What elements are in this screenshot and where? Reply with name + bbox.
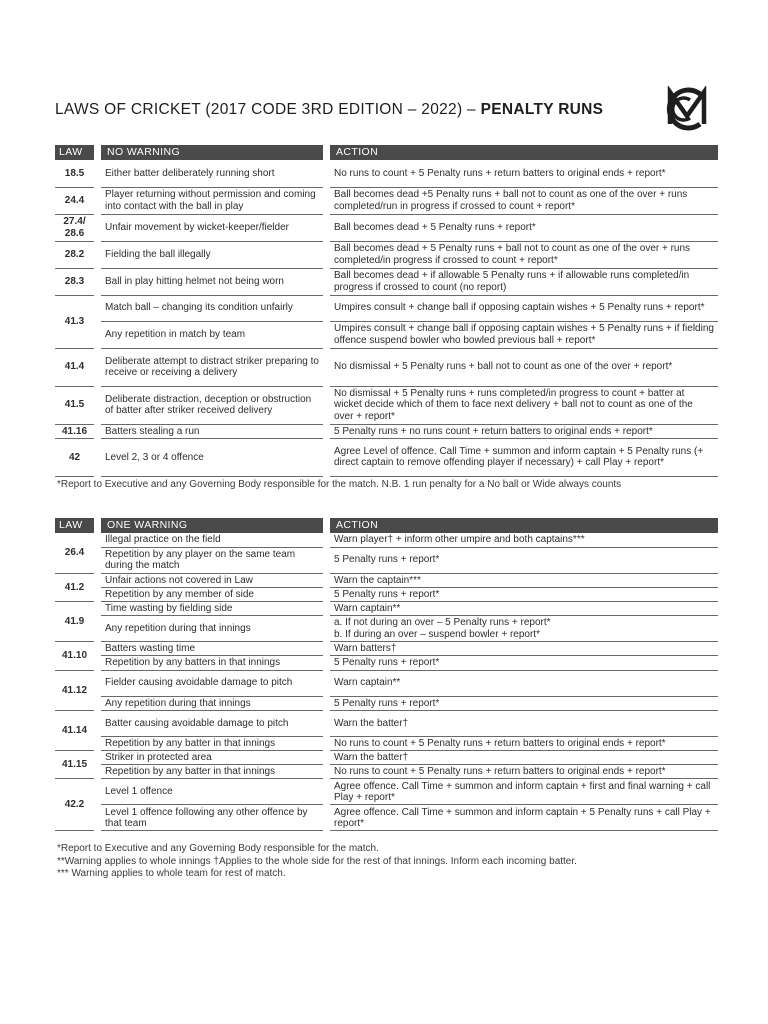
law-number: 41.3 <box>55 295 94 348</box>
table-row <box>55 321 718 348</box>
law-number: 42.2 <box>55 779 94 831</box>
table-row <box>55 386 718 424</box>
one-warning-header: ONE WARNING <box>101 518 323 533</box>
no-warning-header: NO WARNING <box>101 145 323 160</box>
page-title-emphasis: PENALTY RUNS <box>480 101 604 118</box>
offence-description: Time wasting by fielding side <box>101 601 323 615</box>
offence-action: Umpires consult + change ball if opposing captain wishes + 5 Penalty runs + if fielding offence suspend bowler who bowled previous ball + report* <box>330 321 718 348</box>
offence-action: No dismissal + 5 Penalty runs + ball not to count as one of the over + report* <box>330 348 718 386</box>
table-row <box>55 348 718 386</box>
offence-action: Agree offence. Call Time + summon and inform captain + first and final warning + call Play + report* <box>330 779 718 805</box>
action-option-a: a. If not during an over – 5 Penalty runs + report* <box>334 617 551 629</box>
offence-action: No dismissal + 5 Penalty runs + runs completed/in progress to count + batter at wicket decide which of them to face next delivery + ball not to count as one of the over + report* <box>330 386 718 424</box>
offence-action: 5 Penalty runs + no runs count + return batters to original ends + report* <box>330 424 718 438</box>
mcc-monogram-icon <box>660 86 714 132</box>
law-number: 42 <box>55 438 94 476</box>
table-row <box>55 587 718 601</box>
offence-action: Warn the batter† <box>330 710 718 736</box>
offence-action: Warn the captain*** <box>330 573 718 587</box>
offence-description: Repetition by any batter in that innings <box>101 765 323 779</box>
offence-action: 5 Penalty runs + report* <box>330 696 718 710</box>
offence-description: Unfair actions not covered in Law <box>101 573 323 587</box>
law-number: 41.10 <box>55 642 94 670</box>
table-row <box>55 424 718 438</box>
offence-action: Warn captain** <box>330 601 718 615</box>
table-row <box>55 779 718 805</box>
action-header: ACTION <box>330 145 718 160</box>
action-option-b: b. If during an over – suspend bowler + report* <box>334 628 540 640</box>
offence-action <box>330 616 718 642</box>
law-number: 41.5 <box>55 386 94 424</box>
offence-description: Repetition by any member of side <box>101 587 323 601</box>
offence-description: Ball in play hitting helmet not being worn <box>101 268 323 295</box>
table-row <box>55 438 718 476</box>
offence-description: Any repetition in match by team <box>101 321 323 348</box>
offence-action: Warn the batter† <box>330 750 718 764</box>
offence-action: Agree Level of offence. Call Time + summon and inform captain + 5 Penalty runs (+ direct captain to remove offending player if necessary) + call Play + report* <box>330 438 718 476</box>
offence-description: Level 2, 3 or 4 offence <box>101 438 323 476</box>
offence-description: Repetition by any player on the same team during the match <box>101 547 323 573</box>
table-row <box>55 295 718 321</box>
offence-description: Repetition by any batter in that innings <box>101 736 323 750</box>
law-number: 41.4 <box>55 348 94 386</box>
footnote-report: *Report to Executive and any Governing Body responsible for the match. <box>57 843 379 854</box>
no-warning-table <box>55 145 718 477</box>
table2-footnotes <box>57 843 697 881</box>
law-number: 28.2 <box>55 241 94 268</box>
table-row <box>55 670 718 696</box>
footnote-warning-innings: **Warning applies to whole innings †Applies to the whole side for the rest of that innings. Inform each incoming batter. <box>57 855 577 867</box>
offence-description: Fielding the ball illegally <box>101 241 323 268</box>
law-number: 41.2 <box>55 573 94 601</box>
offence-description: Any repetition during that innings <box>101 696 323 710</box>
table-row <box>55 710 718 736</box>
table-row <box>55 656 718 670</box>
table-row <box>55 696 718 710</box>
table-row <box>55 573 718 587</box>
offence-description: Any repetition during that innings <box>101 616 323 642</box>
offence-description: Deliberate distraction, deception or obstruction of batter after striker received delivery <box>101 386 323 424</box>
offence-description: Either batter deliberately running short <box>101 160 323 187</box>
offence-description: Batter causing avoidable damage to pitch <box>101 710 323 736</box>
offence-action: Warn captain** <box>330 670 718 696</box>
table-row <box>55 533 718 547</box>
offence-action: Ball becomes dead + 5 Penalty runs + ball not to count as one of the over + runs completed/in progress if crossed to count + report* <box>330 241 718 268</box>
table-row <box>55 214 718 241</box>
offence-action: 5 Penalty runs + report* <box>330 587 718 601</box>
table-row <box>55 805 718 831</box>
offence-description: Unfair movement by wicket-keeper/fielder <box>101 214 323 241</box>
law-number: 41.9 <box>55 601 94 641</box>
offence-description: Batters stealing a run <box>101 424 323 438</box>
law-number: 41.14 <box>55 710 94 750</box>
offence-description: Level 1 offence <box>101 779 323 805</box>
offence-action: Ball becomes dead + if allowable 5 Penalty runs + if allowable runs completed/in progress if crossed to count (no report) <box>330 268 718 295</box>
table-row <box>55 187 718 214</box>
page-title-main: LAWS OF CRICKET (2017 CODE 3RD EDITION – 2022) – <box>55 101 481 118</box>
offence-action: Ball becomes dead + 5 Penalty runs + report* <box>330 214 718 241</box>
law-number: 24.4 <box>55 187 94 214</box>
offence-description: Match ball – changing its condition unfairly <box>101 295 323 321</box>
offence-description: Repetition by any batters in that innings <box>101 656 323 670</box>
offence-action: 5 Penalty runs + report* <box>330 656 718 670</box>
table-row <box>55 241 718 268</box>
law-number: 27.4/ 28.6 <box>55 214 94 241</box>
offence-action: No runs to count + 5 Penalty runs + return batters to original ends + report* <box>330 765 718 779</box>
table-row <box>55 601 718 615</box>
offence-action: Agree offence. Call Time + summon and inform captain + 5 Penalty runs + call Play + report* <box>330 805 718 831</box>
footnote-warning-team: *** Warning applies to whole team for rest of match. <box>57 868 286 879</box>
table1-footnote: *Report to Executive and any Governing Body responsible for the match. N.B. 1 run penalty for a No ball or Wide always counts <box>57 479 622 490</box>
law-header: LAW <box>55 518 94 533</box>
page-title <box>55 101 603 119</box>
offence-action: Ball becomes dead +5 Penalty runs + ball not to count as one of the over + runs completed/run in progress if crossed to count + report* <box>330 187 718 214</box>
offence-action: No runs to count + 5 Penalty runs + return batters to original ends + report* <box>330 736 718 750</box>
offence-action: No runs to count + 5 Penalty runs + return batters to original ends + report* <box>330 160 718 187</box>
table-row <box>55 642 718 656</box>
offence-action: 5 Penalty runs + report* <box>330 547 718 573</box>
table-row <box>55 750 718 764</box>
law-number: 26.4 <box>55 533 94 573</box>
offence-action: Umpires consult + change ball if opposing captain wishes + 5 Penalty runs + report* <box>330 295 718 321</box>
offence-description: Striker in protected area <box>101 750 323 764</box>
offence-description: Illegal practice on the field <box>101 533 323 547</box>
law-number: 18.5 <box>55 160 94 187</box>
table-row <box>55 160 718 187</box>
table-row <box>55 547 718 573</box>
table-row <box>55 765 718 779</box>
offence-action: Warn player† + inform other umpire and both captains*** <box>330 533 718 547</box>
offence-description: Fielder causing avoidable damage to pitch <box>101 670 323 696</box>
law-number: 41.12 <box>55 670 94 710</box>
table-row <box>55 736 718 750</box>
law-number: 28.3 <box>55 268 94 295</box>
offence-description: Player returning without permission and coming into contact with the ball in play <box>101 187 323 214</box>
table-row <box>55 268 718 295</box>
offence-description: Deliberate attempt to distract striker preparing to receive or receiving a delivery <box>101 348 323 386</box>
offence-description: Batters wasting time <box>101 642 323 656</box>
law-number: 41.16 <box>55 424 94 438</box>
offence-description: Level 1 offence following any other offence by that team <box>101 805 323 831</box>
one-warning-table <box>55 518 718 831</box>
offence-action: Warn batters† <box>330 642 718 656</box>
table-row <box>55 616 718 642</box>
law-header: LAW <box>55 145 94 160</box>
law-number: 41.15 <box>55 750 94 778</box>
action-header: ACTION <box>330 518 718 533</box>
